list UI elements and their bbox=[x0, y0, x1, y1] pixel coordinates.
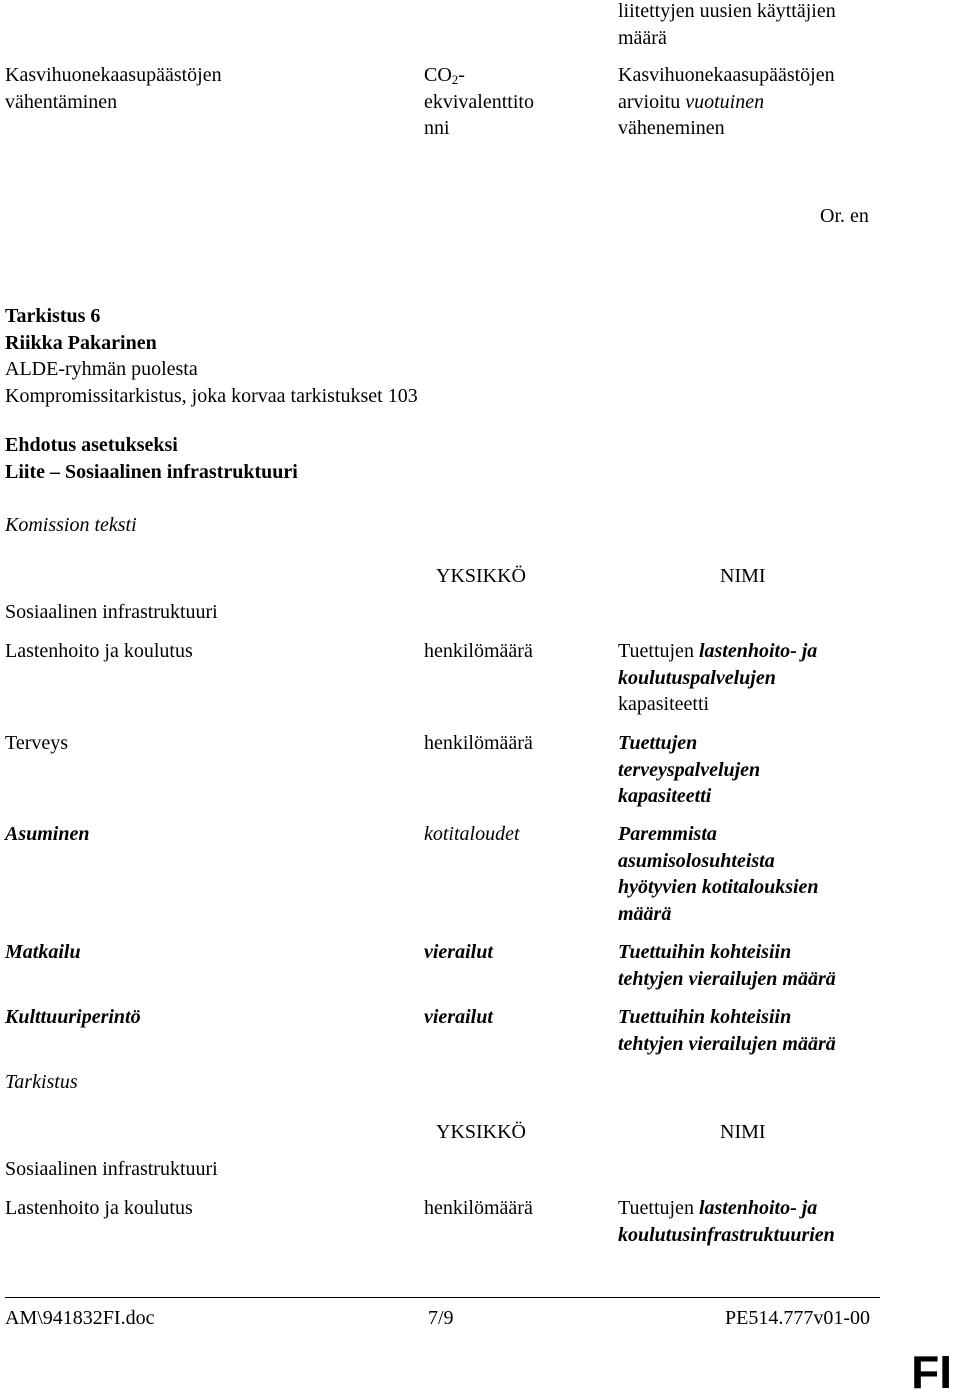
text-line: vähentäminen bbox=[5, 90, 118, 113]
text-line: kapasiteetti bbox=[618, 785, 712, 807]
subscript: 2 bbox=[451, 72, 459, 87]
commission-header-name: NIMI bbox=[720, 565, 766, 587]
prev-table-row-c2 bbox=[424, 62, 534, 142]
commission-row-5-c3 bbox=[618, 1004, 888, 1057]
text-span: Tuettujen bbox=[618, 640, 699, 662]
proposal-title: Ehdotus asetukseksi bbox=[5, 434, 178, 456]
amendment-author: Riikka Pakarinen bbox=[5, 331, 157, 354]
amended-row-1-c3 bbox=[618, 1195, 888, 1248]
prev-table-row-c3 bbox=[618, 62, 835, 142]
amendment-text-heading: Tarkistus bbox=[5, 1071, 78, 1093]
footer-rule bbox=[5, 1297, 880, 1298]
text-line bbox=[618, 1195, 888, 1222]
text-line: määrä bbox=[618, 26, 667, 49]
commission-row-3-c2: kotitaloudet bbox=[424, 823, 520, 845]
commission-row-5-c2: vierailut bbox=[424, 1006, 493, 1028]
text-line: Kasvihuonekaasupäästöjen bbox=[5, 64, 222, 86]
text-line: Paremmista bbox=[618, 823, 717, 845]
commission-row-1-c3 bbox=[618, 638, 888, 718]
text-line: kapasiteetti bbox=[618, 693, 710, 715]
emphasis-text: vuotuinen bbox=[685, 90, 765, 113]
commission-row-2-c2: henkilömäärä bbox=[424, 732, 533, 754]
text-line: Kasvihuonekaasupäästöjen bbox=[618, 64, 835, 86]
text-line: Tuettujen bbox=[618, 732, 698, 754]
text-line bbox=[618, 638, 888, 665]
commission-row-3-c1: Asuminen bbox=[5, 823, 90, 845]
commission-row-1-c1: Lastenhoito ja koulutus bbox=[5, 640, 193, 662]
co2-unit bbox=[424, 62, 534, 89]
footer-page-number: 7/9 bbox=[428, 1307, 454, 1329]
prev-table-row-c1 bbox=[5, 62, 222, 115]
footer-doc-ref: AM\941832FI.doc bbox=[5, 1307, 155, 1329]
original-language: Or. en bbox=[820, 205, 869, 227]
commission-row-2-c1: Terveys bbox=[5, 732, 69, 754]
text-line: Tuettuihin kohteisiin bbox=[618, 941, 792, 963]
text-line: terveyspalvelujen bbox=[618, 758, 761, 781]
text-line: tehtyjen vierailujen määrä bbox=[618, 1032, 836, 1055]
text-span: arvioitu bbox=[618, 90, 686, 113]
amendment-number: Tarkistus 6 bbox=[5, 305, 101, 327]
amendment-group: ALDE-ryhmän puolesta bbox=[5, 358, 198, 380]
amended-row-1-c2: henkilömäärä bbox=[424, 1197, 533, 1219]
compromise-note: Kompromissitarkistus, joka korvaa tarkistukset 103 bbox=[5, 384, 418, 407]
amendment-header bbox=[5, 303, 418, 409]
commission-row-2-c3 bbox=[618, 730, 888, 810]
amended-header-name: NIMI bbox=[720, 1121, 766, 1143]
amended-header-area: Sosiaalinen infrastruktuuri bbox=[5, 1158, 218, 1180]
text-line: nni bbox=[424, 117, 450, 139]
emphasis-text: koulutusinfrastruktuurien bbox=[618, 1223, 835, 1246]
text-line: asumisolosuhteista bbox=[618, 849, 775, 872]
commission-header-unit: YKSIKKÖ bbox=[436, 565, 526, 587]
emphasis-text: lastenhoito- ja bbox=[698, 1197, 818, 1219]
text-span: CO bbox=[424, 64, 452, 86]
text-line: Tuettuihin kohteisiin bbox=[618, 1006, 792, 1028]
footer-pe-ref: PE514.777v01-00 bbox=[725, 1307, 870, 1329]
emphasis-text: koulutuspalvelujen bbox=[618, 666, 776, 689]
text-line: liitettyjen uusien käyttäjien bbox=[618, 0, 836, 22]
amended-row-1-c1: Lastenhoito ja koulutus bbox=[5, 1197, 193, 1219]
amended-header-unit: YKSIKKÖ bbox=[436, 1121, 526, 1143]
language-mark: FI bbox=[911, 1346, 952, 1398]
text-line bbox=[618, 89, 835, 116]
commission-row-4-c2: vierailut bbox=[424, 941, 493, 963]
commission-row-5-c1: Kulttuuriperintö bbox=[5, 1006, 141, 1028]
proposal-reference bbox=[5, 432, 298, 485]
prev-table-col3-header bbox=[618, 0, 836, 51]
text-span: - bbox=[458, 64, 465, 86]
commission-row-1-c2: henkilömäärä bbox=[424, 640, 533, 662]
commission-row-3-c3 bbox=[618, 821, 888, 927]
commission-row-4-c1: Matkailu bbox=[5, 941, 81, 963]
text-line: tehtyjen vierailujen määrä bbox=[618, 967, 836, 990]
commission-text-heading: Komission teksti bbox=[5, 514, 137, 536]
text-line: määrä bbox=[618, 902, 672, 925]
commission-header-area: Sosiaalinen infrastruktuuri bbox=[5, 601, 218, 623]
annex-title: Liite – Sosiaalinen infrastruktuuri bbox=[5, 460, 298, 483]
text-line: ekvivalenttito bbox=[424, 90, 534, 113]
commission-row-4-c3 bbox=[618, 939, 888, 992]
text-line: hyötyvien kotitalouksien bbox=[618, 876, 819, 898]
text-span: Tuettujen bbox=[618, 1197, 699, 1219]
text-line: väheneminen bbox=[618, 117, 725, 139]
emphasis-text: lastenhoito- ja bbox=[698, 640, 818, 662]
